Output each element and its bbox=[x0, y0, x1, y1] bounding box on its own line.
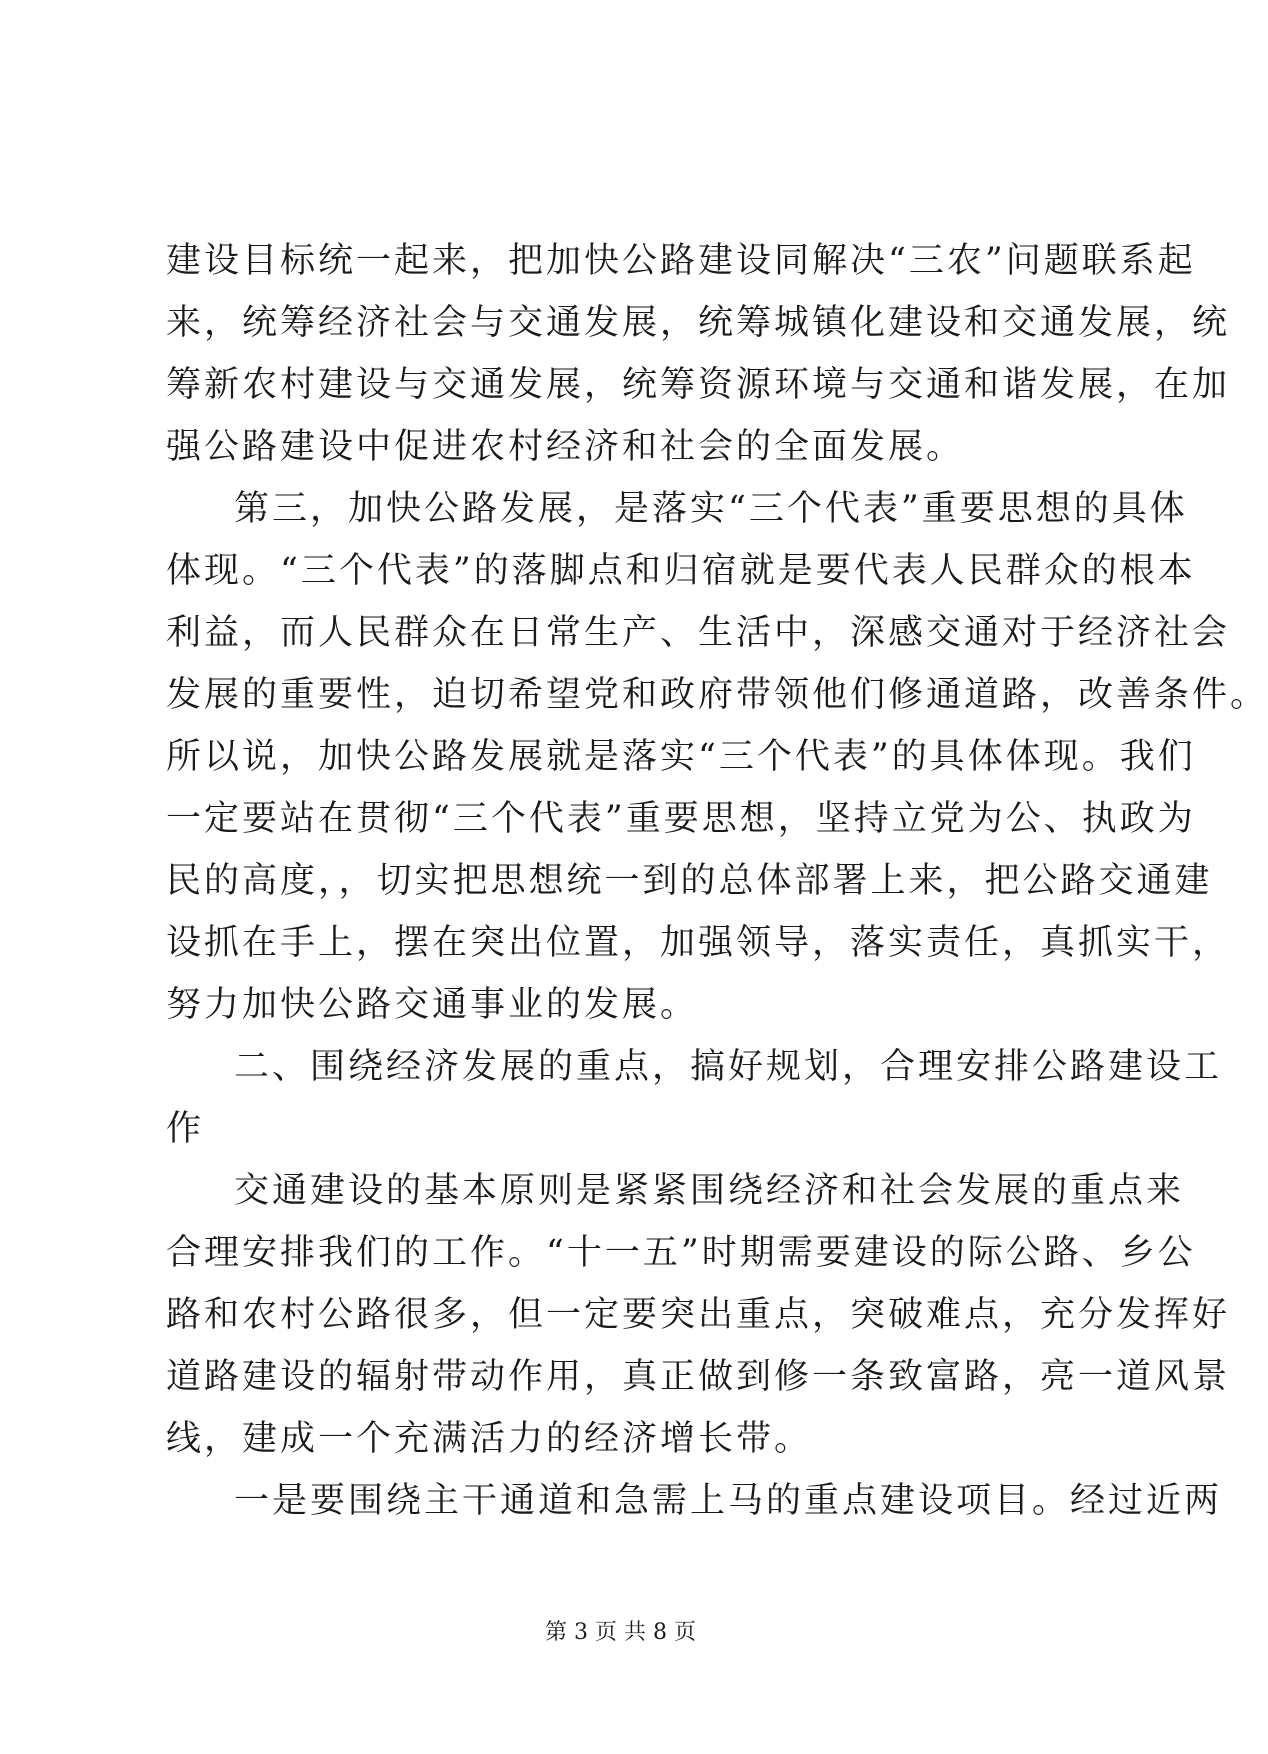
page-footer: 第 3 页 共 8 页 bbox=[545, 1620, 696, 1645]
text-line: 来，统筹经济社会与交通发展，统筹城镇化建设和交通发展，统 bbox=[166, 303, 1231, 343]
text-line: 道路建设的辐射带动作用，真正做到修一条致富路，亮一道风景 bbox=[166, 1357, 1231, 1397]
body-text bbox=[166, 230, 1268, 1532]
text-line: 一定要站在贯彻“三个代表”重要思想，坚持立党为公、执政为 bbox=[166, 799, 1196, 839]
text-line: 强公路建设中促进农村经济和社会的全面发展。 bbox=[166, 427, 965, 467]
text-line: 所以说，加快公路发展就是落实“三个代表”的具体体现。我们 bbox=[166, 737, 1196, 777]
text-line: 线，建成一个充满活力的经济增长带。 bbox=[166, 1419, 813, 1459]
text-line: 民的高度，，切实把思想统一到的总体部署上来，把公路交通建 bbox=[166, 861, 1213, 901]
text-line: 作 bbox=[166, 1109, 205, 1149]
text-line: 发展的重要性，迫切希望党和政府带领他们修通道路，改善条件。 bbox=[166, 675, 1268, 715]
text-line: 努力加快公路交通事业的发展。 bbox=[166, 985, 699, 1025]
text-line: 二、围绕经济发展的重点，搞好规划，合理安排公路建设工 bbox=[234, 1047, 1223, 1087]
text-line: 第三，加快公路发展，是落实“三个代表”重要思想的具体 bbox=[234, 489, 1188, 529]
text-line: 利益，而人民群众在日常生产、生活中，深感交通对于经济社会 bbox=[166, 613, 1231, 653]
text-line: 建设目标统一起来，把加快公路建设同解决“三农”问题联系起 bbox=[166, 241, 1196, 281]
text-line: 一是要围绕主干通道和急需上马的重点建设项目。经过近两 bbox=[234, 1481, 1223, 1521]
text-line: 合理安排我们的工作。“十一五”时期需要建设的际公路、乡公 bbox=[166, 1233, 1196, 1273]
text-line: 交通建设的基本原则是紧紧围绕经济和社会发展的重点来 bbox=[234, 1171, 1185, 1211]
text-line: 路和农村公路很多，但一定要突出重点，突破难点，充分发挥好 bbox=[166, 1295, 1231, 1335]
text-line: 设抓在手上，摆在突出位置，加强领导，落实责任，真抓实干， bbox=[166, 923, 1231, 963]
text-line: 筹新农村建设与交通发展，统筹资源环境与交通和谐发展，在加 bbox=[166, 365, 1231, 405]
text-line: 体现。“三个代表”的落脚点和归宿就是要代表人民群众的根本 bbox=[166, 551, 1196, 591]
